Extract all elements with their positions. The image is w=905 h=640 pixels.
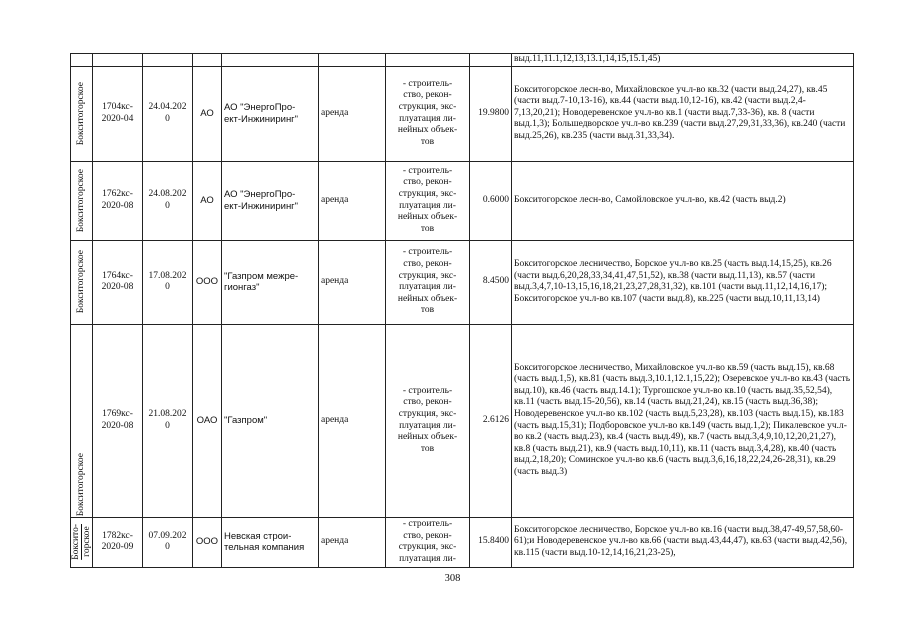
area-cell: 8.4500 bbox=[470, 240, 512, 324]
registry-table bbox=[70, 53, 854, 568]
table-row bbox=[71, 161, 854, 240]
purpose-cell: - строитель- ство, рекон- струкция, экс- плуатация ли- bbox=[386, 517, 470, 567]
org-form-cell: ООО bbox=[193, 517, 222, 567]
organization-cell: Невская строи- тельная компания bbox=[222, 517, 319, 567]
table-row bbox=[71, 324, 854, 517]
page-number: 308 bbox=[444, 573, 461, 584]
district-cell bbox=[71, 324, 93, 517]
contract-number-cell: 1769кс- 2020-08 bbox=[93, 324, 143, 517]
org-form-cell: ОАО bbox=[193, 324, 222, 517]
contract-number-cell: 1782кс- 2020-09 bbox=[93, 517, 143, 567]
contract-date-cell: 24.04.202 0 bbox=[143, 66, 193, 161]
use-type-cell bbox=[319, 54, 386, 67]
contract-date-cell: 24.08.202 0 bbox=[143, 161, 193, 240]
use-type-cell: аренда bbox=[319, 66, 386, 161]
contract-date-cell: 21.08.202 0 bbox=[143, 324, 193, 517]
organization-cell: "Газпром межре- гионгаз" bbox=[222, 240, 319, 324]
area-cell: 0.6000 bbox=[470, 161, 512, 240]
table-row bbox=[71, 240, 854, 324]
district-cell bbox=[71, 161, 93, 240]
org-form-cell: АО bbox=[193, 66, 222, 161]
table-row bbox=[71, 66, 854, 161]
contract-number-cell: 1704кс- 2020-04 bbox=[93, 66, 143, 161]
district-cell bbox=[71, 54, 93, 67]
contract-date-cell: 07.09.202 0 bbox=[143, 517, 193, 567]
district-cell bbox=[71, 517, 93, 567]
area-cell bbox=[470, 54, 512, 67]
area-cell: 19.9800 bbox=[470, 66, 512, 161]
location-cell: Бокситогорское лесничество, Борское уч.л-во кв.25 (часть выд.14,15,25), кв.26 (части выд.6,20,28,33,34,41,47,51,52), кв.38 (части выд.11,13), кв.57 (части выд.3,4,7,10-13,15,16,18,21,23,27,28,31,32), кв.101 (части выд.11,12,14,16,17); Бокситогорское уч.л-во кв.107 (части выд.8), кв.225 (части выд.10,11,13,14) bbox=[512, 240, 854, 324]
table-row bbox=[71, 54, 854, 67]
contract-number-cell: 1764кс- 2020-08 bbox=[93, 240, 143, 324]
use-type-cell: аренда bbox=[319, 240, 386, 324]
contract-number-cell bbox=[93, 54, 143, 67]
district-label: Бокситогорское bbox=[76, 81, 86, 146]
use-type-cell: аренда bbox=[319, 324, 386, 517]
district-label: Боксито- горское bbox=[71, 524, 92, 560]
table-row bbox=[71, 517, 854, 567]
district-label: Бокситогорское bbox=[76, 250, 86, 314]
location-cell: Бокситогорское лесн-во, Михайловское уч.л-во кв.32 (части выд.24,27), кв.45 (части выд.7-10,13-16), кв.44 (части выд.10,12-16), кв.42 (части выд.2,4-7,13,20,21); Новодеревенское уч.л-во кв.1 (части выд.7,33-36), кв. 8 (части выд.1,3); Большедворское уч.л-во кв.239 (части выд.27,29,31,33,36), кв.240 (части выд.25,26), кв.235 (части выд.31,33,34). bbox=[512, 66, 854, 161]
use-type-cell: аренда bbox=[319, 161, 386, 240]
org-form-cell bbox=[193, 54, 222, 67]
purpose-cell: - строитель- ство, рекон- струкция, экс- плуатация ли- нейных объек- тов bbox=[386, 240, 470, 324]
contract-date-cell: 17.08.202 0 bbox=[143, 240, 193, 324]
district-label: Бокситогорское bbox=[76, 453, 86, 517]
org-form-cell: АО bbox=[193, 161, 222, 240]
organization-cell: АО "ЭнергоПро- ект-Инжиниринг" bbox=[222, 66, 319, 161]
district-cell bbox=[71, 240, 93, 324]
purpose-cell: - строитель- ство, рекон- струкция, экс- плуатация ли- нейных объек- тов bbox=[386, 324, 470, 517]
area-cell: 2.6126 bbox=[470, 324, 512, 517]
purpose-cell bbox=[386, 54, 470, 67]
location-cell: Бокситогорское лесн-во, Самойловское уч.л-во, кв.42 (часть выд.2) bbox=[512, 161, 854, 240]
district-label: Бокситогорское bbox=[76, 168, 86, 233]
district-cell bbox=[71, 66, 93, 161]
purpose-cell: - строитель- ство, рекон- струкция, экс- плуатация ли- нейных объек- тов bbox=[386, 161, 470, 240]
organization-cell: АО "ЭнергоПро- ект-Инжиниринг" bbox=[222, 161, 319, 240]
organization-cell bbox=[222, 54, 319, 67]
contract-date-cell bbox=[143, 54, 193, 67]
organization-cell: "Газпром" bbox=[222, 324, 319, 517]
purpose-cell: - строитель- ство, рекон- струкция, экс- плуатация ли- нейных объек- тов bbox=[386, 66, 470, 161]
location-cell: Бокситогорское лесничество, Борское уч.л-во кв.16 (части выд.38,47-49,57,58,60-61);и Новодеревенское уч.л-во кв.66 (части выд.43,44,47), кв.63 (части выд.42,56), кв.115 (части выд.10-12,14,16,21,23-25), bbox=[512, 517, 854, 567]
org-form-cell: ООО bbox=[193, 240, 222, 324]
use-type-cell: аренда bbox=[319, 517, 386, 567]
contract-number-cell: 1762кс- 2020-08 bbox=[93, 161, 143, 240]
area-cell: 15.8400 bbox=[470, 517, 512, 567]
location-cell: выд.11,11.1,12,13,13.1,14,15,15.1,45) bbox=[512, 54, 854, 67]
location-cell: Бокситогорское лесничество, Михайловское уч.л-во кв.59 (часть выд.15), кв.68 (часть выд.1,5), кв.81 (часть выд.3,10.1,12.1,15,22); Озеревское уч.л-во кв.43 (часть выд.10), кв.46 (часть выд.14.1); Тургошское уч.л-во кв.10 (часть выд.35,52,54), кв.11 (часть выд.15-20,56), кв.14 (часть выд.21,24), кв.15 (часть выд.36,38); Новодеревенское уч.л-во кв.102 (часть выд.5,23,28), кв.103 (часть выд.15), кв.183 (часть выд.15,31); Подборовское уч.л-во кв.149 (часть выд.1,2); Пикалевское уч.л-во кв.2 (часть выд.23), кв.4 (часть выд.49), кв.7 (часть выд.3,4,9,10,12,20,21,27), кв.8 (часть выд.21), кв.9 (часть выд.10,11), кв.11 (часть выд.3,4,28), кв.40 (часть выд.2,18,20); Соминское уч.л-во кв.6 (часть выд.3,6,16,18,22,24,26-28,31), кв.29 (часть выд.3) bbox=[512, 324, 854, 517]
